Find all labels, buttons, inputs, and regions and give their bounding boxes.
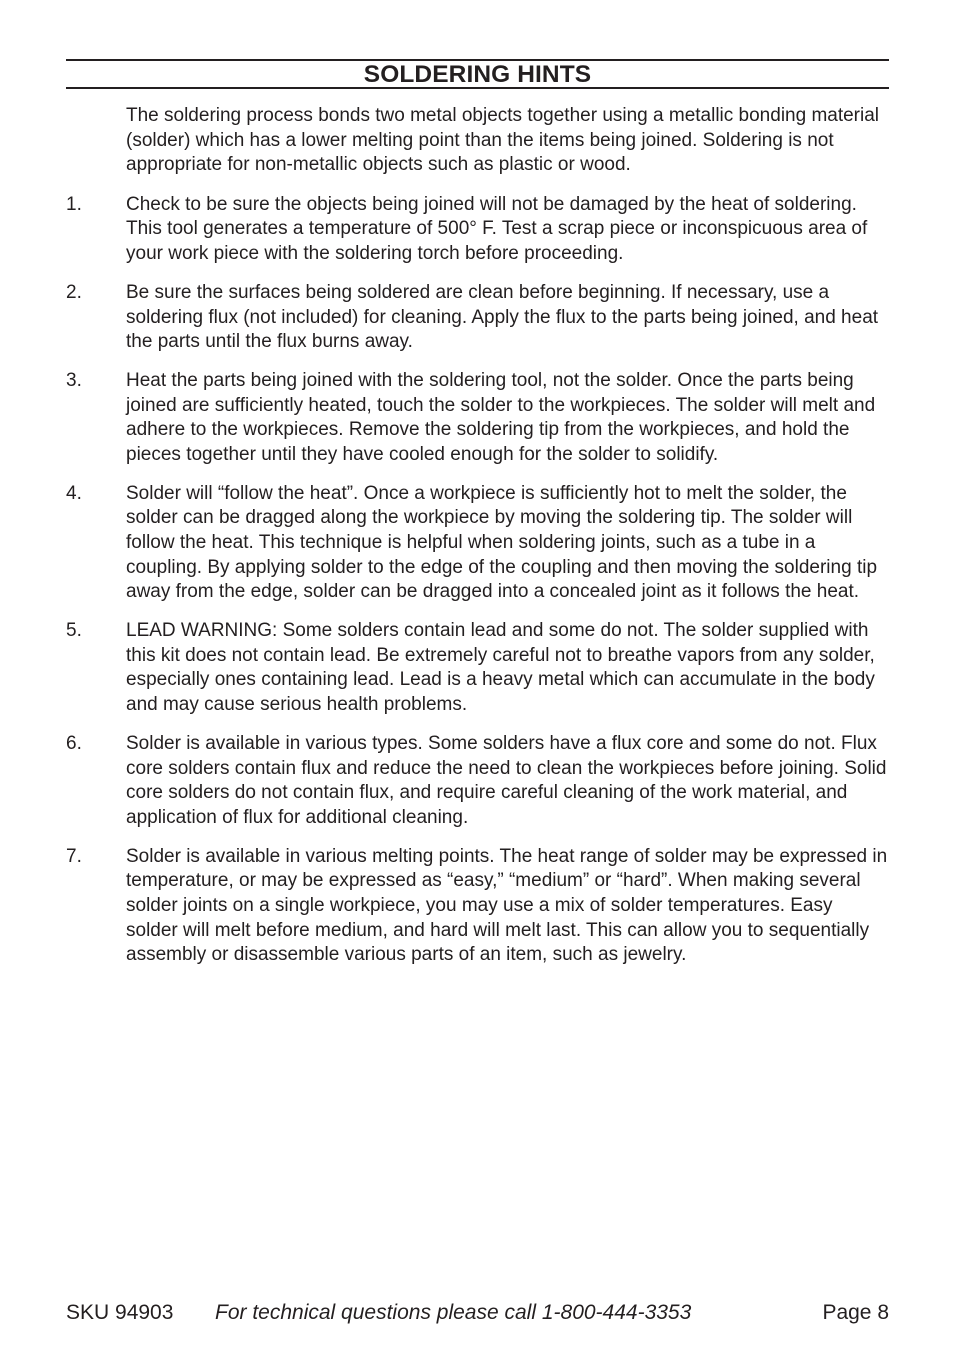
- hint-text: LEAD WARNING: Some solders contain lead and some do not. The solder supplied with this kit does not contain lead. Be extremely careful not to breathe vapors from any solder, especially ones containing lead. Lead is a heavy metal which can accumulate in the body and may cause serious health problems.: [126, 620, 875, 716]
- hint-text: Heat the parts being joined with the soldering tool, not the solder. Once the parts being joined are sufficiently heated, touch the solder to the workpieces. The solder will melt and adhere to the workpieces. Remove the soldering tip from the workpieces, and hold the pieces together until they have cooled enough for the solder to solidify.: [126, 370, 876, 465]
- hint-text: Solder will “follow the heat”. Once a workpiece is sufficiently hot to melt the solder, the solder can be dragged along the workpiece by moving the soldering tip. The solder will follow the heat. This technique is helpful when soldering joints, such as a tube in a coupling. By applying solder to the edge of the coupling and then moving the soldering tip away from the edge, solder can be dragged into a concealed joint as it follows the heat.: [126, 482, 878, 603]
- hint-item: [66, 845, 889, 968]
- document-body: [66, 104, 889, 982]
- hint-number: 5.: [66, 620, 82, 642]
- hint-number: 4.: [66, 482, 82, 504]
- hint-number: 2.: [66, 281, 82, 303]
- hint-item: [66, 619, 889, 717]
- hint-item: [66, 732, 889, 830]
- hint-number: 7.: [66, 845, 82, 867]
- hint-number: 3.: [66, 370, 82, 392]
- page-footer: [66, 1299, 889, 1327]
- section-heading-bar: [66, 59, 889, 89]
- hint-number: 6.: [66, 733, 82, 755]
- hint-text: Solder is available in various types. Some solders have a flux core and some do not. Flux core solders contain flux and reduce the need to clean the workpieces before joining. Solid core solders do not contain flux, and require careful cleaning of the work material, and application of flux for additional cleaning.: [126, 733, 887, 828]
- footer-support-phone: For technical questions please call 1-800-444-3353: [215, 1301, 692, 1324]
- hint-text: Solder is available in various melting points. The heat range of solder may be expressed in temperature, or may be expressed as “easy,” “medium” or “hard”. When making several solder joints on a single workpiece, you may use a mix of solder temperatures. Easy solder will melt before medium, and hard will melt last. This can allow you to sequentially assembly or disassemble various parts of an item, such as jewelry.: [126, 845, 888, 966]
- hint-text: Be sure the surfaces being soldered are clean before beginning. If necessary, use a soldering flux (not included) for cleaning. Apply the flux to the parts being joined, and heat the parts until the flux burns away.: [126, 281, 879, 353]
- hint-item: [66, 281, 889, 355]
- hint-item: [66, 369, 889, 467]
- footer-sku: SKU 94903: [66, 1301, 174, 1324]
- intro-paragraph: The soldering process bonds two metal objects together using a metallic bonding material (solder) which has a lower melting point than the items being joined. Soldering is not appropriate for non-metallic objects such as plastic or wood.: [126, 105, 880, 176]
- footer-page-number: Page 8: [822, 1301, 889, 1324]
- hint-item: [66, 482, 889, 605]
- section-heading: SOLDERING HINTS: [363, 61, 592, 88]
- hint-item: [66, 193, 889, 267]
- hint-text: Check to be sure the objects being joined will not be damaged by the heat of soldering. This tool generates a temperature of 500° F. Test a scrap piece or inconspicuous area of your work piece with the soldering torch before proceeding.: [126, 193, 868, 264]
- hint-number: 1.: [66, 193, 82, 215]
